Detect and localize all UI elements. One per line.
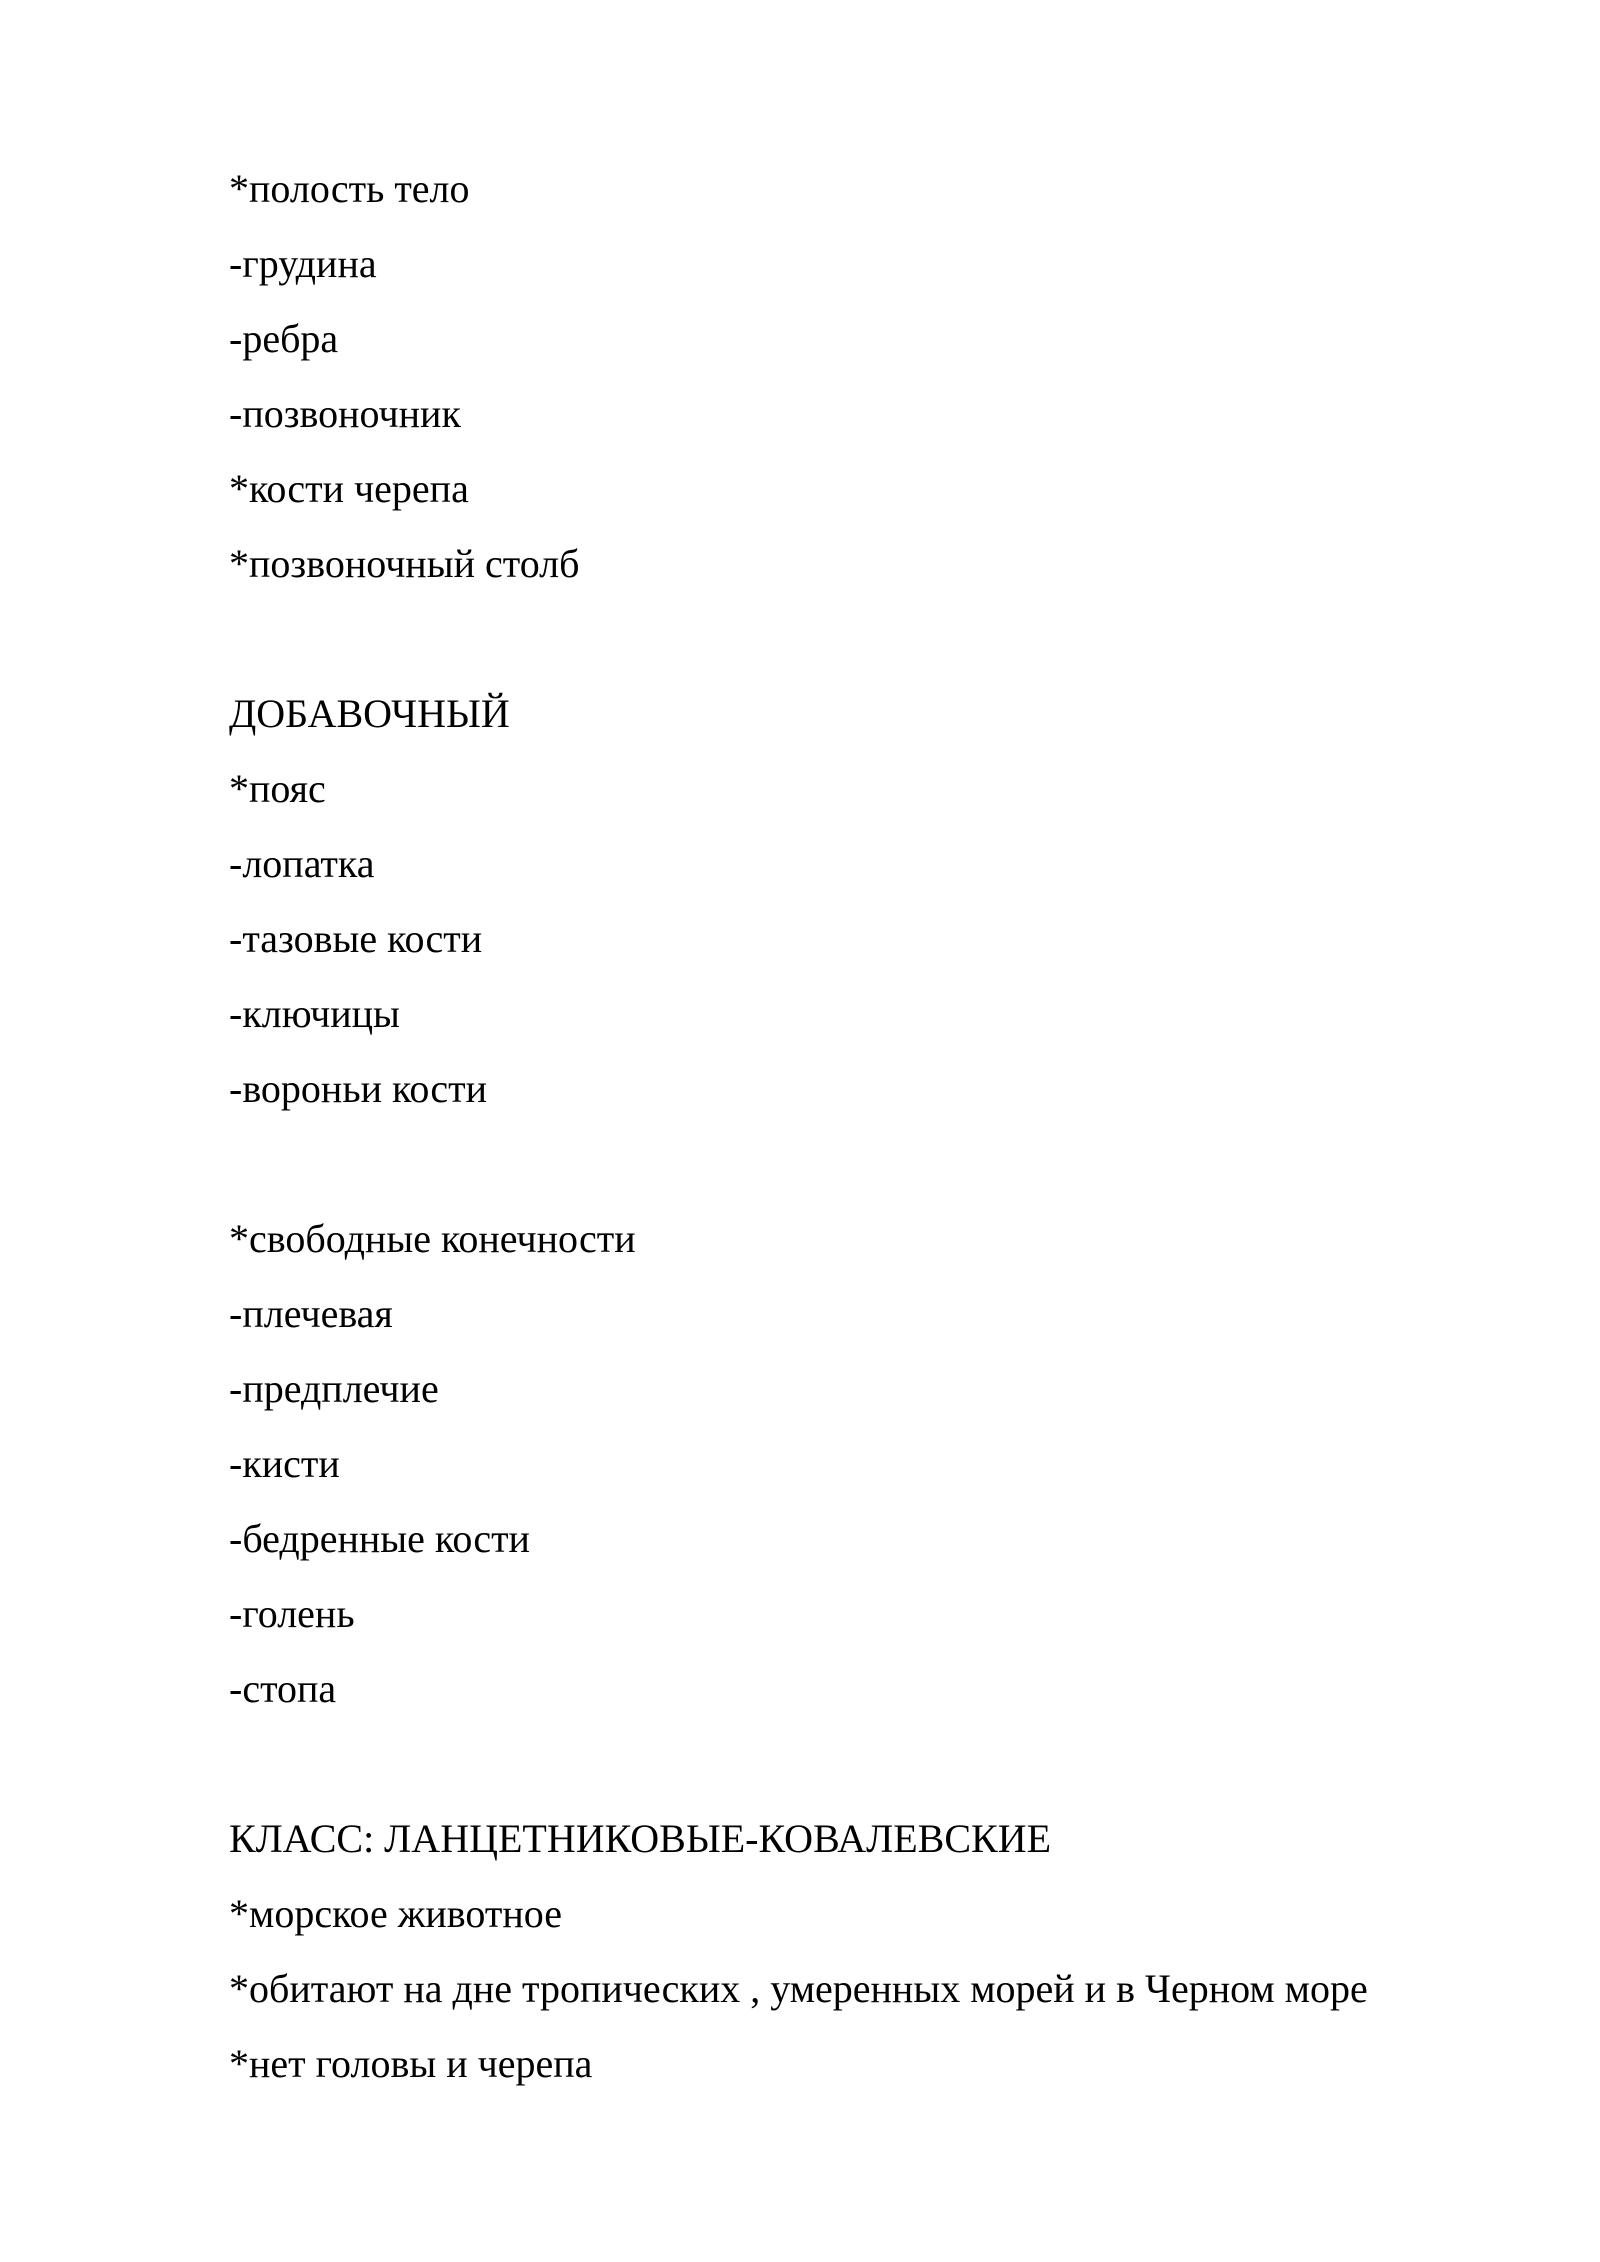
text-line: *кости черепа bbox=[229, 466, 469, 511]
text-line: -предплечие bbox=[229, 1366, 439, 1411]
text-line: -кисти bbox=[229, 1441, 340, 1486]
text-line: -тазовые кости bbox=[229, 916, 483, 961]
section-free-limbs bbox=[229, 1201, 1529, 1726]
section-heading: КЛАСС: ЛАНЦЕТНИКОВЫЕ-КОВАЛЕВСКИЕ bbox=[229, 1816, 1052, 1861]
text-line: -плечевая bbox=[229, 1291, 393, 1336]
text-line: -стопа bbox=[229, 1666, 337, 1711]
section-heading: ДОБАВОЧНЫЙ bbox=[229, 691, 510, 736]
text-line: -ребра bbox=[229, 316, 339, 361]
text-line: *нет головы и черепа bbox=[229, 2041, 593, 2086]
text-line: -позвоночник bbox=[229, 391, 461, 436]
paragraph-gap bbox=[229, 601, 1529, 676]
text-line: *обитают на дне тропических , умеренных морей и в Черном море bbox=[229, 1966, 1368, 2011]
section-class-lancelets bbox=[229, 1801, 1529, 2101]
section-additional bbox=[229, 676, 1529, 1126]
text-line: -лопатка bbox=[229, 841, 375, 886]
text-line: -грудина bbox=[229, 241, 377, 286]
paragraph-gap bbox=[229, 1726, 1529, 1801]
text-line: *пояс bbox=[229, 766, 326, 811]
text-line: *морское животное bbox=[229, 1891, 562, 1936]
text-line: -голень bbox=[229, 1591, 355, 1636]
text-line: *полость тело bbox=[229, 166, 470, 211]
text-line: -бедренные кости bbox=[229, 1516, 530, 1561]
section-skeleton-axial bbox=[229, 151, 1529, 601]
text-line: -вороньи кости bbox=[229, 1066, 488, 1111]
paragraph-gap bbox=[229, 1126, 1529, 1201]
text-line: *позвоночный столб bbox=[229, 541, 580, 586]
document-page bbox=[229, 151, 1529, 2101]
text-line: *свободные конечности bbox=[229, 1216, 636, 1261]
text-line: -ключицы bbox=[229, 991, 400, 1036]
